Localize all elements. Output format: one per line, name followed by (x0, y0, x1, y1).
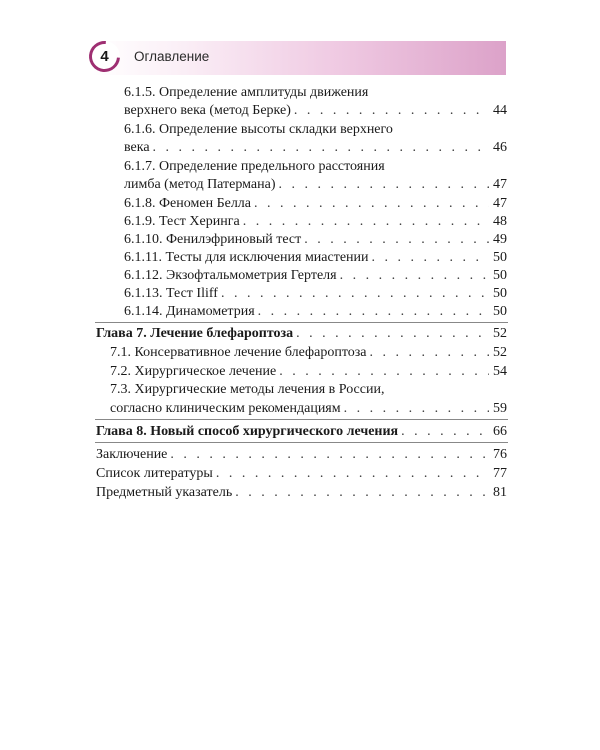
toc-page-number: 77 (493, 466, 507, 481)
toc-page-number: 52 (493, 345, 507, 360)
toc-subject-index[interactable] (96, 484, 507, 502)
toc-entry-title: 6.1.9. Тест Херинга (124, 214, 240, 229)
toc-entry-6-1-14[interactable] (124, 303, 507, 321)
section-divider (95, 419, 508, 420)
section-divider (95, 442, 508, 443)
toc-entry-title: согласно клиническим рекомендациям (110, 401, 341, 416)
leader-dots (344, 400, 489, 418)
leader-dots (296, 325, 489, 343)
toc-entry-7-3-line1: 7.3. Хирургические методы лечения в России, (110, 382, 385, 397)
header-band (92, 41, 506, 75)
leader-dots (153, 139, 489, 157)
toc-chapter-title: Глава 8. Новый способ хирургического лечения (96, 424, 399, 439)
leader-dots (340, 267, 489, 285)
toc-entry-title: 6.1.13. Тест Iliff (124, 286, 218, 301)
toc-entry-6-1-5-line1: 6.1.5. Определение амплитуды движения (124, 85, 369, 100)
leader-dots (258, 303, 489, 321)
toc-entry-title: 6.1.10. Фенилэфриновый тест (124, 232, 302, 247)
toc-entry-title: 6.1.12. Экзофтальмометрия Гертеля (124, 268, 337, 283)
toc-page-number: 52 (493, 326, 507, 341)
toc-entry-title: 6.1.8. Феномен Белла (124, 196, 252, 211)
toc-chapter-8[interactable] (96, 423, 507, 441)
leader-dots (372, 249, 489, 267)
toc-page-number: 66 (493, 424, 507, 439)
toc-page-number: 47 (493, 177, 507, 192)
leader-dots (170, 446, 489, 464)
toc-entry-title: Предметный указатель (96, 485, 233, 500)
leader-dots (216, 465, 489, 483)
leader-dots (294, 102, 489, 120)
toc-entry-title: 7.1. Консервативное лечение блефароптоза (110, 345, 367, 360)
toc-page-number: 48 (493, 214, 507, 229)
toc-entry-title: Список литературы (96, 466, 213, 481)
toc-entry-6-1-9[interactable] (124, 213, 507, 231)
toc-page-number: 50 (493, 268, 507, 283)
toc-conclusion[interactable] (96, 446, 507, 464)
toc-chapter-7[interactable] (96, 325, 507, 343)
toc-page-number: 46 (493, 140, 507, 155)
leader-dots (221, 285, 489, 303)
toc-page-number: 54 (493, 364, 507, 379)
toc-entry-6-1-11[interactable] (124, 249, 507, 267)
toc-page-number: 81 (493, 485, 507, 500)
toc-entry-6-1-5[interactable] (124, 102, 507, 120)
toc-page-number: 49 (493, 232, 507, 247)
leader-dots (279, 176, 490, 194)
toc-page-number: 50 (493, 250, 507, 265)
leader-dots (401, 423, 489, 441)
page-number: 4 (100, 48, 109, 65)
toc-entry-6-1-7-line1: 6.1.7. Определение предельного расстояния (124, 159, 385, 174)
toc-entry-6-1-10[interactable] (124, 231, 507, 249)
toc-entry-7-2[interactable] (110, 363, 507, 381)
leader-dots (254, 195, 489, 213)
toc-entry-6-1-8[interactable] (124, 195, 507, 213)
section-title: Оглавление (134, 49, 210, 64)
toc-references[interactable] (96, 465, 507, 483)
toc-page-number: 59 (493, 401, 507, 416)
toc-entry-title: Заключение (96, 447, 168, 462)
leader-dots (304, 231, 489, 249)
toc-entry-title: 6.1.11. Тесты для исключения миастении (124, 250, 369, 265)
toc-entry-title: 7.2. Хирургическое лечение (110, 364, 277, 379)
toc-entry-6-1-6-line1: 6.1.6. Определение высоты складки верхнего (124, 122, 393, 137)
toc-page-number: 50 (493, 304, 507, 319)
leader-dots (279, 363, 489, 381)
toc-page-number: 47 (493, 196, 507, 211)
toc-page-number: 44 (493, 103, 507, 118)
toc-page-number: 76 (493, 447, 507, 462)
toc-entry-6-1-6[interactable] (124, 139, 507, 157)
section-divider (95, 322, 508, 323)
toc-entry-7-3[interactable] (110, 400, 507, 418)
toc-entry-6-1-13[interactable] (124, 285, 507, 303)
toc-entry-7-1[interactable] (110, 344, 507, 362)
leader-dots (243, 213, 489, 231)
toc-chapter-title: Глава 7. Лечение блефароптоза (96, 326, 294, 341)
toc-entry-title: века (124, 140, 150, 155)
toc-entry-title: 6.1.14. Динамометрия (124, 304, 255, 319)
toc-page-number: 50 (493, 286, 507, 301)
toc-entry-title: лимба (метод Патермана) (124, 177, 276, 192)
toc-entry-title: верхнего века (метод Берке) (124, 103, 291, 118)
toc-entry-6-1-12[interactable] (124, 267, 507, 285)
toc-entry-6-1-7[interactable] (124, 176, 507, 194)
leader-dots (235, 484, 489, 502)
leader-dots (370, 344, 489, 362)
